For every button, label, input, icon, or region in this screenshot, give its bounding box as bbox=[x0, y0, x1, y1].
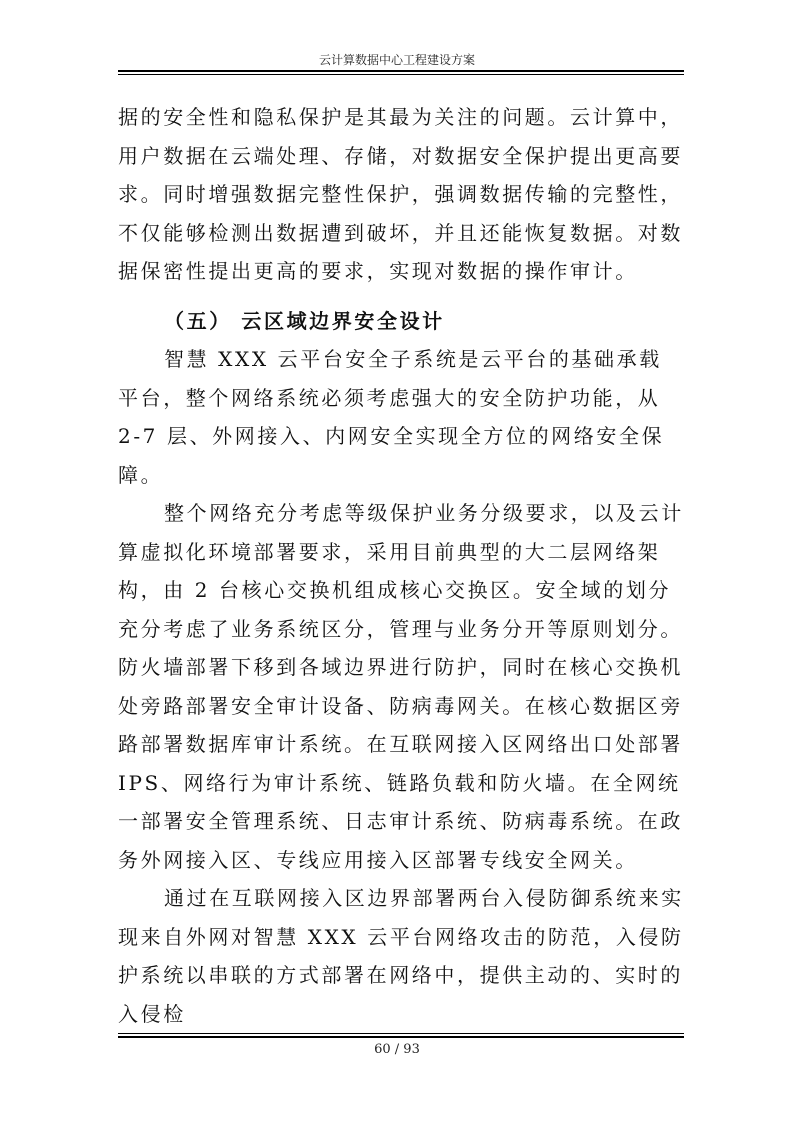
section-heading: （五） 云区域边界安全设计 bbox=[164, 308, 445, 333]
paragraph-continued: 据的安全性和隐私保护是其最为关注的问题。云计算中，用户数据在云端处理、存储，对数据安全保护提出更高要求。同时增强数据完整性保护，强调数据传输的完整性，不仅能够检测出数据遭到破坏，并且还能恢复数据。对数据保密性提出更高的要求，实现对数据的操作审计。 bbox=[118, 105, 683, 283]
paragraph-network: 整个网络充分考虑等级保护业务分级要求，以及云计算虚拟化环境部署要求，采用目前典型的大二层网络架构，由 2 台核心交换机组成核心交换区。安全域的划分充分考虑了业务系统区分，管理与业务分开等原则划分。防火墙部署下移到各域边界进行防护，同时在核心交换机处旁路部署安全审计设备、防病毒网关。在核心数据区旁路部署数据库审计系统。在互联网接入区网络出口处部署 IPS、网络行为审计系统、链路负载和防火墙。在全网统一部署安全管理系统、日志审计系统、防病毒系统。在政务外网接入区、专线应用接入区部署专线安全网关。 bbox=[118, 501, 684, 872]
footer-rule-thick bbox=[118, 1036, 684, 1038]
header-rule-thick bbox=[118, 70, 684, 72]
footer-rule-thin bbox=[118, 1033, 684, 1034]
page-body bbox=[118, 98, 684, 1033]
paragraph-ips: 通过在互联网接入区边界部署两台入侵防御系统来实现来自外网对智慧 XXX 云平台网络攻击的防范，入侵防护系统以串联的方式部署在网络中，提供主动的、实时的入侵检 bbox=[118, 886, 684, 1026]
paragraph-platform: 智慧 XXX 云平台安全子系统是云平台的基础承载平台，整个网络系统必须考虑强大的安全防护功能，从 2-7 层、外网接入、内网安全实现全方位的网络安全保障。 bbox=[118, 347, 665, 487]
header-rule-thin bbox=[118, 74, 684, 75]
running-header: 云计算数据中心工程建设方案 bbox=[318, 53, 475, 67]
page-number: 60 / 93 bbox=[374, 1042, 420, 1057]
